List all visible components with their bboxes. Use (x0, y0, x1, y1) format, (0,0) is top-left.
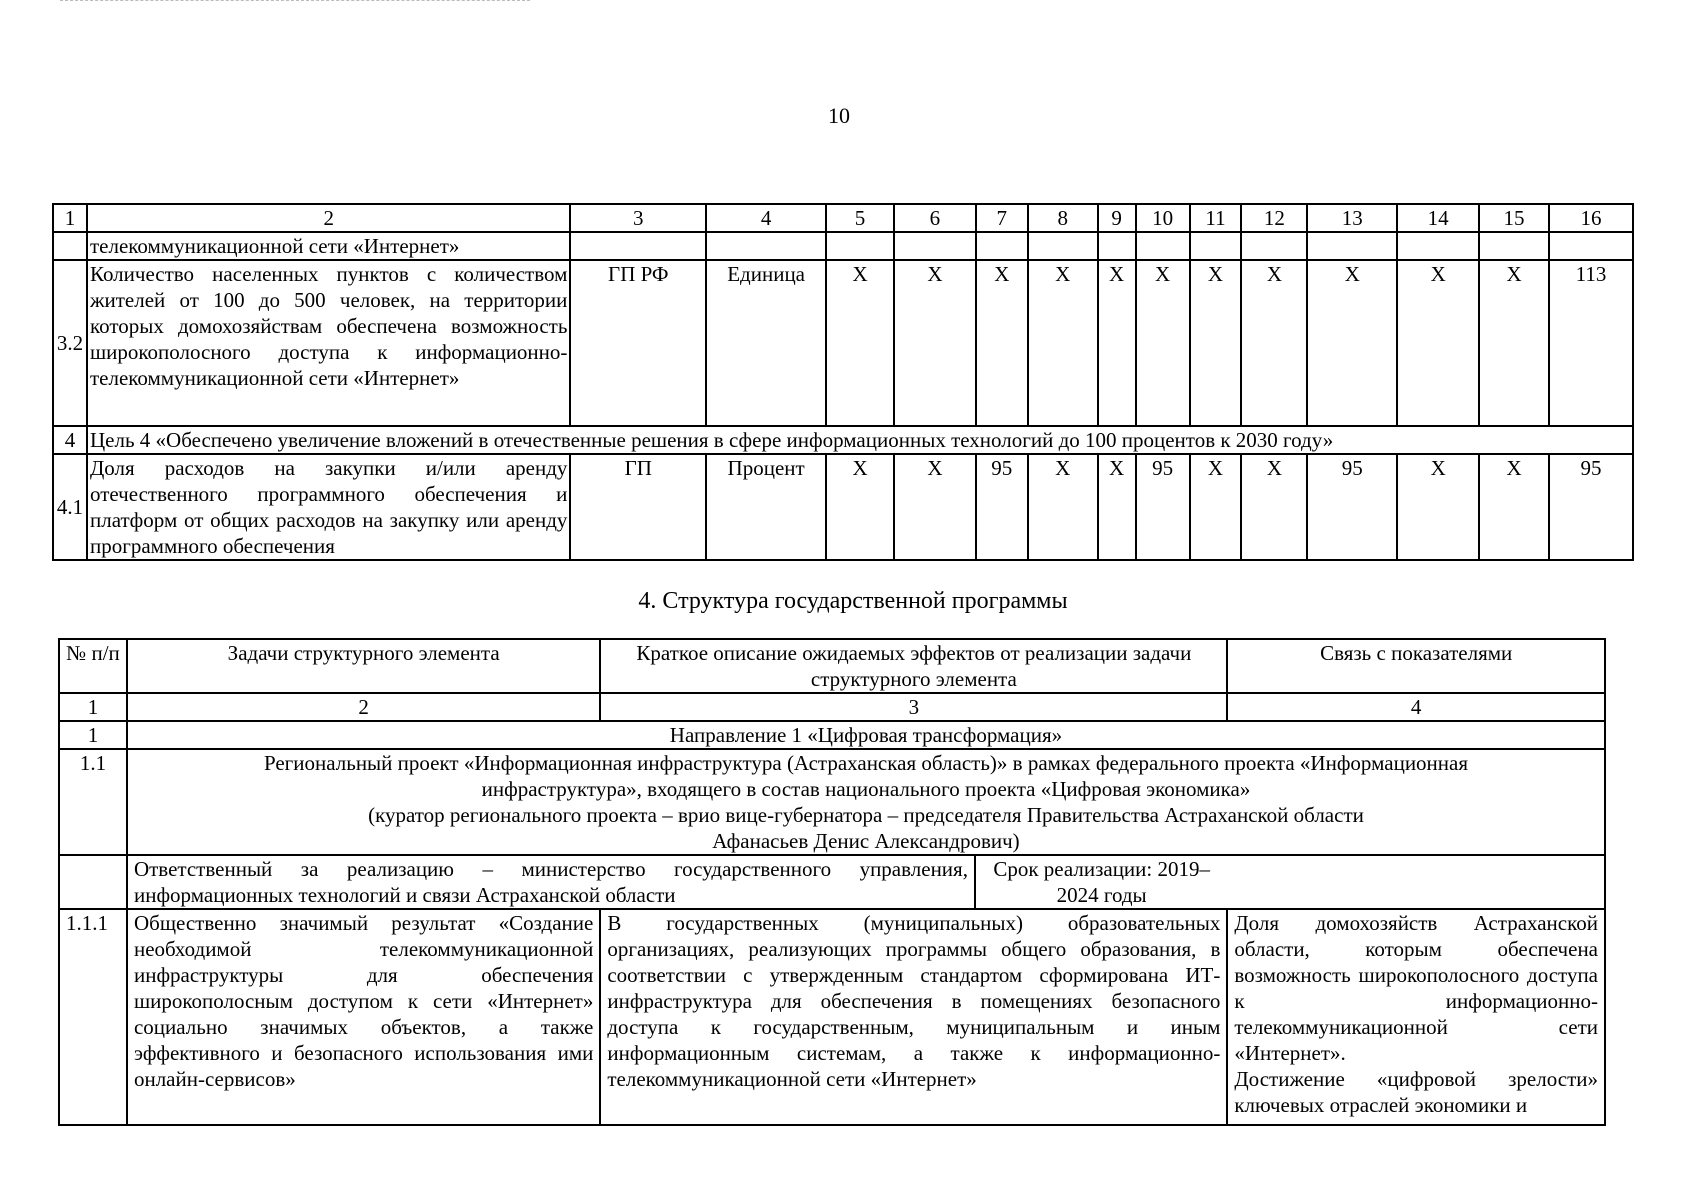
col-num: 15 (1479, 204, 1549, 232)
project-title (127, 749, 1605, 855)
header-effects: Краткое описание ожидаемых эффектов от реализации задачи структурного элемента (600, 639, 1227, 693)
indicator-name: Количество населенных пунктов с количеством жителей от 100 до 500 человек, на территории которых домохозяйствам обеспечена возможность широкополосного доступа к информационно-телекоммуникационной сети «Интернет» (87, 260, 570, 426)
program-structure-table (58, 638, 1606, 1126)
section-title: 4. Структура государственной программы (638, 588, 1068, 614)
indicator-row (53, 260, 1633, 426)
header-num: № п/п (59, 639, 127, 693)
value-cell: X (1479, 454, 1549, 560)
indicator-unit: Единица (706, 260, 826, 426)
term-text: Срок реализации: 2019–2024 годы (993, 857, 1210, 907)
project-line: Афанасьев Денис Александрович) (712, 829, 1020, 853)
header-row (59, 639, 1605, 693)
indicator-name: Доля расходов на закупки и/или аренду отечественного программного обеспечения и платформ от общих расходов на закупку или аренду программного обеспечения (87, 454, 570, 560)
value-cell: X (1479, 260, 1549, 426)
col-num: 16 (1549, 204, 1633, 232)
col-num: 8 (1028, 204, 1098, 232)
link-indicator: Достижение «цифровой зрелости» ключевых отраслей экономики и (1234, 1067, 1598, 1117)
col-num: 3 (600, 693, 1227, 721)
continuation-row (53, 232, 1633, 260)
indicator-name-continuation: телекоммуникационной сети «Интернет» (87, 232, 570, 260)
value-cell: X (1028, 454, 1098, 560)
project-line: Региональный проект «Информационная инфраструктура (Астраханская область)» в рамках федерального проекта «Информационная (263, 751, 1469, 775)
col-num: 7 (976, 204, 1028, 232)
project-row (59, 749, 1605, 855)
indicators-table (52, 203, 1634, 561)
task-number: 1.1.1 (59, 909, 127, 1125)
scan-edge-line (60, 0, 530, 1)
project-line: (куратор регионального проекта – врио вице-губернатора – председателя Правительства Астраханской области (368, 803, 1364, 827)
value-cell: 113 (1549, 260, 1633, 426)
column-number-row (53, 204, 1633, 232)
col-num: 11 (1190, 204, 1242, 232)
row-number: 3.2 (53, 260, 87, 426)
col-num: 2 (87, 204, 570, 232)
value-cell: X (826, 454, 894, 560)
col-num: 14 (1397, 204, 1479, 232)
value-cell: X (1307, 260, 1397, 426)
col-num: 5 (826, 204, 894, 232)
col-num: 10 (1136, 204, 1190, 232)
value-cell: X (894, 260, 976, 426)
value-cell: X (1098, 260, 1136, 426)
value-cell: 95 (976, 454, 1028, 560)
value-cell: X (1028, 260, 1098, 426)
col-num: 3 (570, 204, 706, 232)
col-num: 2 (127, 693, 600, 721)
effect-text: В государственных (муниципальных) образовательных организациях, реализующих программы общего образования, в соответствии с утвержденным стандартом сформирована ИТ-инфраструктура для обеспечения в помещениях безопасного доступа к государственным, муниципальным и иным информационным системам, а также к информационно-телекоммуникационной сети «Интернет» (600, 909, 1227, 1125)
value-cell: X (1241, 260, 1307, 426)
value-cell: 95 (1549, 454, 1633, 560)
indicator-row (53, 454, 1633, 560)
col-num: 4 (1227, 693, 1605, 721)
task-row (59, 909, 1605, 1125)
value-cell: 95 (1307, 454, 1397, 560)
link-text (1227, 909, 1605, 1125)
value-cell: X (976, 260, 1028, 426)
value-cell: X (1397, 260, 1479, 426)
value-cell: X (894, 454, 976, 560)
col-num: 1 (59, 693, 127, 721)
direction-number: 1 (59, 721, 127, 749)
header-tasks: Задачи структурного элемента (127, 639, 600, 693)
col-num: 9 (1098, 204, 1136, 232)
project-line: инфраструктура», входящего в состав национального проекта «Цифровая экономика» (481, 777, 1251, 801)
goal-row (53, 426, 1633, 454)
value-cell: X (1136, 260, 1190, 426)
col-num: 1 (53, 204, 87, 232)
value-cell: X (1190, 260, 1242, 426)
row-number: 4.1 (53, 454, 87, 560)
indicator-source: ГП РФ (570, 260, 706, 426)
task-text: Общественно значимый результат «Создание необходимой телекоммуникационной инфраструктуры для обеспечения широкополосным доступом к сети «Интернет» социально значимых объектов, а также эффективного и безопасного использования ими онлайн-сервисов» (127, 909, 600, 1125)
direction-row (59, 721, 1605, 749)
link-indicator: Доля домохозяйств Астраханской области, которым обеспечена возможность широкополосного доступа к информационно-телекоммуникационной сети «Интернет». (1234, 911, 1598, 1065)
responsible-text: Ответственный за реализацию – министерство государственного управления, информационных технологий и связи Астраханской области (128, 856, 975, 908)
value-cell: X (1397, 454, 1479, 560)
responsible-row (59, 855, 1605, 909)
value-cell: X (1190, 454, 1242, 560)
project-number: 1.1 (59, 749, 127, 855)
col-num: 4 (706, 204, 826, 232)
col-num: 12 (1241, 204, 1307, 232)
col-num: 6 (894, 204, 976, 232)
indicator-source: ГП (570, 454, 706, 560)
page-number: 10 (828, 103, 850, 128)
value-cell: X (1241, 454, 1307, 560)
goal-text: Цель 4 «Обеспечено увеличение вложений в отечественные решения в сфере информационных технологий до 100 процентов к 2030 году» (87, 426, 1633, 454)
value-cell: 95 (1136, 454, 1190, 560)
column-number-row (59, 693, 1605, 721)
value-cell: X (826, 260, 894, 426)
header-link: Связь с показателями (1227, 639, 1605, 693)
col-num: 13 (1307, 204, 1397, 232)
value-cell: X (1098, 454, 1136, 560)
goal-number: 4 (53, 426, 87, 454)
direction-title: Направление 1 «Цифровая трансформация» (127, 721, 1605, 749)
indicator-unit: Процент (706, 454, 826, 560)
